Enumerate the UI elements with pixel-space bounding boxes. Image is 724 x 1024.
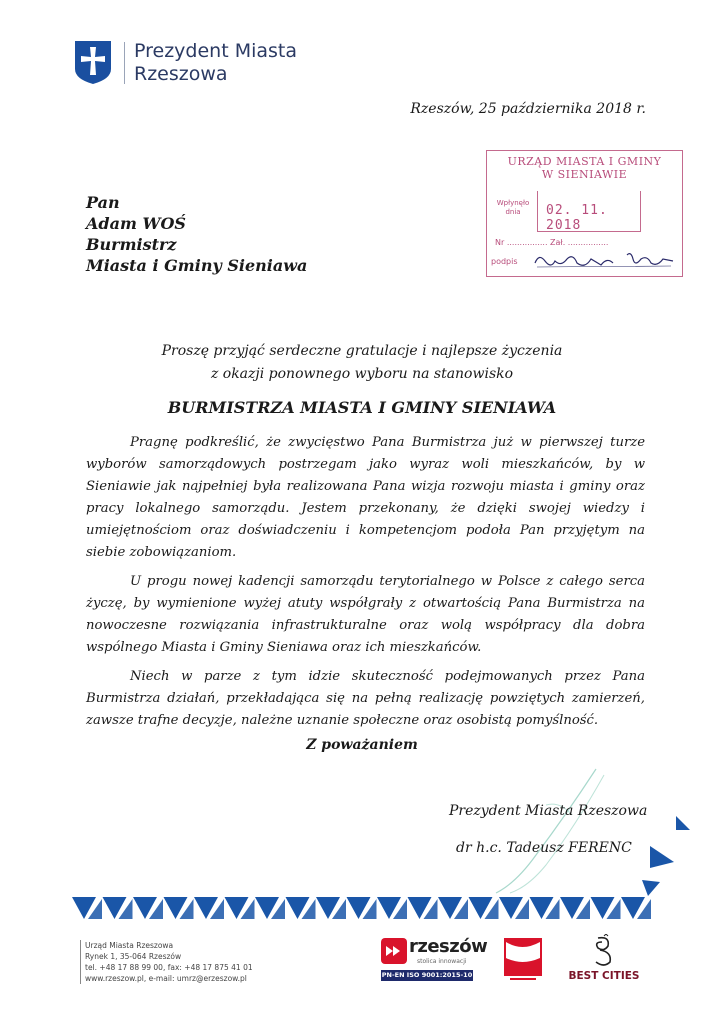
rzeszow-subtitle: stolica innowacji (417, 958, 467, 965)
greeting (80, 340, 644, 386)
signer-name: dr h.c. Tadeusz FERENC (456, 840, 632, 856)
iso-badge: PN-EN ISO 9001:2015-10 (381, 971, 473, 979)
signer-title: Prezydent Miasta Rzeszowa (449, 803, 648, 819)
polska-logo-icon (504, 938, 542, 982)
stamp-received-line2: dnia (505, 208, 521, 216)
greeting-line2: z okazji ponownego wyboru na stanowisko (210, 366, 514, 382)
addressee-block (86, 192, 307, 276)
letter-date: Rzeszów, 25 października 2018 r. (410, 101, 646, 117)
body-paragraph-3: Niech w parze z tym idzie skuteczność podejmowanych przez Pana Burmistrza działań, przekładająca się na pełną realizację powziętych zamierzeń, zawsze trafne decyzje, należne uznanie społeczne oraz osobistą pomyślność. (86, 669, 645, 728)
stamp-title-line1: URZĄD MIASTA I GMINY (507, 155, 662, 168)
footer-address (80, 940, 253, 984)
stamp-received-date: 02. 11. 2018 (546, 203, 608, 233)
best-cities-wordmark: BEST CITIES (568, 970, 640, 982)
triangle-decoration-side (640, 810, 700, 900)
addressee-line4: Miasta i Gminy Sieniawa (86, 256, 308, 275)
stamp-title-line2: W SIENIAWIE (541, 168, 628, 181)
letterhead-title-line1: Prezydent Miasta (134, 40, 298, 62)
header-divider (124, 42, 125, 84)
addressee-line1: Pan (86, 193, 120, 212)
rzeszow-wordmark: rzeszów (409, 936, 488, 957)
stamp-received-label (493, 199, 533, 217)
office-title: BURMISTRZA MIASTA I GMINY SIENIAWA (167, 398, 557, 417)
footer-line1: Urząd Miasta Rzeszowa (85, 941, 174, 950)
addressee-line3: Burmistrz (86, 235, 177, 254)
stamp-received-line1: Wpłynęło (496, 199, 530, 207)
received-stamp (486, 150, 683, 277)
rzeszow-arrow-icon (381, 938, 407, 964)
stamp-handwritten-signature (531, 249, 677, 271)
letter-body (86, 432, 645, 739)
triangle-band-decoration (72, 893, 652, 921)
footer-line4: www.rzeszow.pl, e-mail: umrz@erzeszow.pl (85, 974, 247, 983)
best-cities-logo (566, 934, 642, 984)
footer-line2: Rynek 1, 35-064 Rzeszów (85, 952, 182, 961)
mayor-signature (476, 765, 616, 895)
city-crest-icon (73, 39, 113, 85)
footer-line3: tel. +48 17 88 99 00, fax: +48 17 875 41 01 (85, 963, 253, 972)
greeting-line1: Proszę przyjąć serdeczne gratulacje i najlepsze życzenia (161, 343, 563, 359)
letterhead-title-line2: Rzeszowa (134, 63, 228, 85)
body-paragraph-2: U progu nowej kadencji samorządu terytorialnego w Polsce z całego serca życzę, by wymienione wyżej atuty współgrały z otwartością Pana Burmistrza na nowoczesne rozwiązania infrastrukturalne oraz wolą współpracy dla dobra wspólnego Miasta i Gminy Sieniawa oraz ich mieszkańców. (86, 574, 645, 655)
closing-salutation: Z poważaniem (306, 737, 418, 753)
body-paragraph-1: Pragnę podkreślić, że zwycięstwo Pana Burmistrza już w pierwszej turze wyborów samorządowych postrzegam jako wyraz woli mieszkańców, by w Sieniawie jak najpełniej była realizowana Pana wizja rozwoju miasta i gminy oraz pracy lokalnego samorządu. Jestem przekonany, że dzięki swojej wiedzy i umiejętnościom oraz doświadczeniu i kompetencjom podoła Pan przyjętym na siebie zobowiązaniom. (86, 435, 645, 560)
addressee-line2: Adam WOŚ (86, 214, 186, 233)
rzeszow-logo (381, 936, 488, 982)
letterhead-title (134, 40, 297, 86)
stamp-number-line: Nr ................ Zał. ................ (495, 238, 609, 247)
best-cities-emblem-icon (566, 934, 642, 970)
stamp-title (487, 155, 682, 181)
stamp-date-box (537, 191, 641, 232)
stamp-signature-label: podpis (491, 257, 518, 266)
